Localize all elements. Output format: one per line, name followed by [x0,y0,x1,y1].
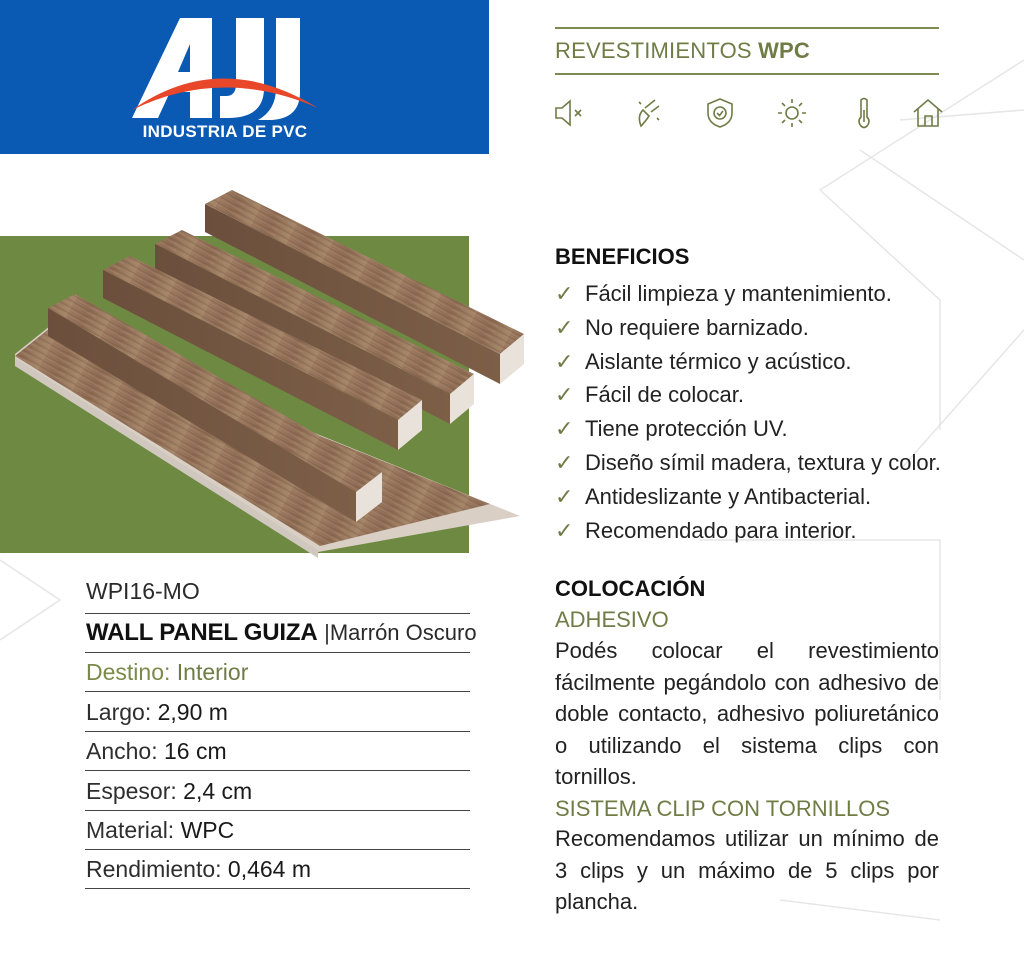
spec-destino: Destino: Interior [86,659,249,685]
benefit-item: ✓ Recomendado para interior. [555,516,941,550]
clip-system-text: Recomendamos utilizar un mínimo de 3 clips y un máximo de 5 clips por plancha. [555,826,939,914]
check-icon: ✓ [555,314,574,340]
spec-largo: Largo: 2,90 m [86,699,228,725]
protection-badge-icon [703,96,737,130]
spec-divider [85,770,470,771]
benefits-list [555,279,941,549]
clip-system-title: SISTEMA CLIP CON TORNILLOS [555,796,890,821]
adhesive-title: ADHESIVO [555,607,669,632]
title-separator: | [324,620,330,645]
spec-divider [85,888,470,889]
product-name: WALL PANEL GUIZA [86,619,318,646]
spec-ancho: Ancho: 16 cm [86,738,227,764]
header-bottom-rule [555,73,939,75]
check-icon: ✓ [555,416,574,442]
check-icon: ✓ [555,517,574,543]
benefits-title: BENEFICIOS [555,244,690,269]
wall-panel-product-image [0,186,530,566]
header-title-prefix: REVESTIMIENTOS [555,38,759,63]
header-top-rule [555,27,939,29]
check-icon: ✓ [555,348,574,374]
benefit-item: ✓ Fácil de colocar. [555,380,941,414]
check-icon: ✓ [555,382,574,408]
header-title [555,38,810,64]
benefit-item: ✓ No requiere barnizado. [555,313,941,347]
adhesive-text: Podés colocar el revestimiento fácilmente pegándolo con adhesivo de doble contacto, adhesivo poliuretánico o utilizando el sistema clips con tornillos. [555,638,939,789]
spec-rendimiento: Rendimiento: 0,464 m [86,856,312,882]
feature-icon-row [553,96,941,130]
benefit-item: ✓ Aislante térmico y acústico. [555,347,941,381]
brand-logo [0,0,489,154]
check-icon: ✓ [555,483,574,509]
easy-clean-icon [631,96,665,130]
spec-divider [85,691,470,692]
check-icon: ✓ [555,281,574,306]
spec-divider [85,613,470,614]
thermometer-icon [847,96,881,130]
spec-divider [85,731,470,732]
logo-subtitle: INDUSTRIA DE PVC [142,122,308,141]
check-icon: ✓ [555,449,574,475]
house-interior-icon [911,96,945,130]
product-code: WPI16-MO [86,578,200,604]
spec-divider [85,652,470,653]
installation-title: COLOCACIÓN [555,576,706,601]
product-color: Marrón Oscuro [329,620,477,645]
spec-divider [85,810,470,811]
spec-divider [85,849,470,850]
spec-material: Material: WPC [86,817,235,843]
uv-sun-icon [775,96,809,130]
product-title [86,619,477,647]
benefit-item: ✓ Fácil limpieza y mantenimiento. [555,279,941,313]
spec-espesor: Espesor: 2,4 cm [86,778,253,804]
header-title-bold: WPC [758,38,811,63]
benefit-item: ✓ Tiene protección UV. [555,414,941,448]
sound-insulation-icon [553,96,587,130]
benefit-item: ✓ Antideslizante y Antibacterial. [555,482,941,516]
benefit-item: ✓ Diseño símil madera, textura y color. [555,448,941,482]
